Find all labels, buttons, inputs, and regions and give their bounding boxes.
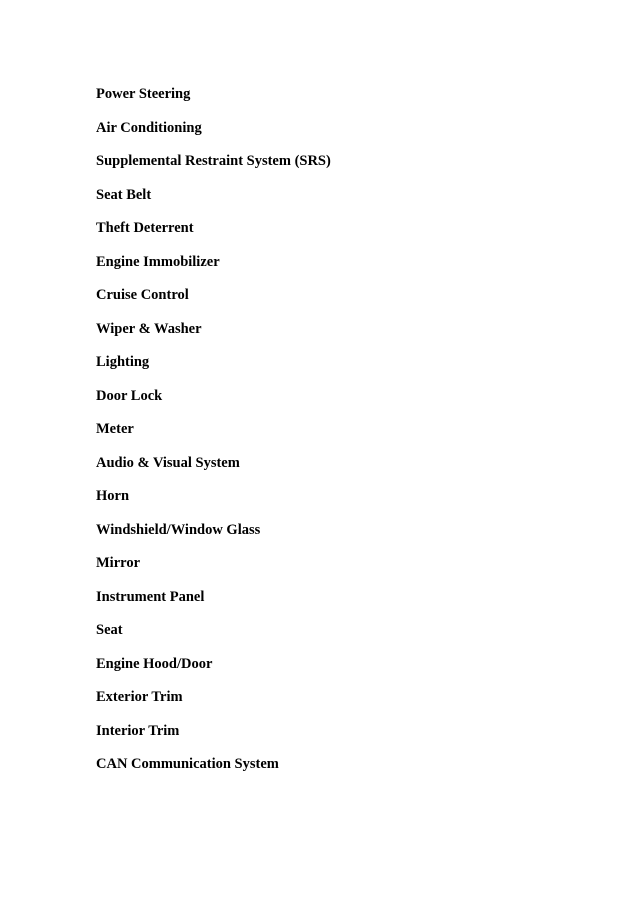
list-item: Instrument Panel xyxy=(96,588,205,605)
list-item: Engine Immobilizer xyxy=(96,253,220,270)
list-item: Horn xyxy=(96,488,130,504)
list-item: Air Conditioning xyxy=(96,119,202,136)
list-item: Interior Trim xyxy=(96,722,180,739)
list-item: Windshield/Window Glass xyxy=(96,521,261,538)
list-item: Seat Belt xyxy=(96,186,152,203)
list-item: Meter xyxy=(96,421,134,437)
list-item: Supplemental Restraint System (SRS) xyxy=(96,153,331,169)
list-item: Power Steering xyxy=(96,86,191,102)
list-item: Door Lock xyxy=(96,387,163,404)
list-item: Engine Hood/Door xyxy=(96,655,213,672)
list-item: Seat xyxy=(96,622,123,638)
list-item: CAN Communication System xyxy=(96,756,279,772)
list-item: Theft Deterrent xyxy=(96,220,194,236)
list-item: Wiper & Washer xyxy=(96,320,202,337)
list-item: Lighting xyxy=(96,354,150,370)
list-item: Cruise Control xyxy=(96,287,189,303)
list-item: Audio & Visual System xyxy=(96,454,240,471)
list-item: Exterior Trim xyxy=(96,689,183,705)
list-item: Mirror xyxy=(96,555,141,571)
system-list xyxy=(96,86,331,790)
